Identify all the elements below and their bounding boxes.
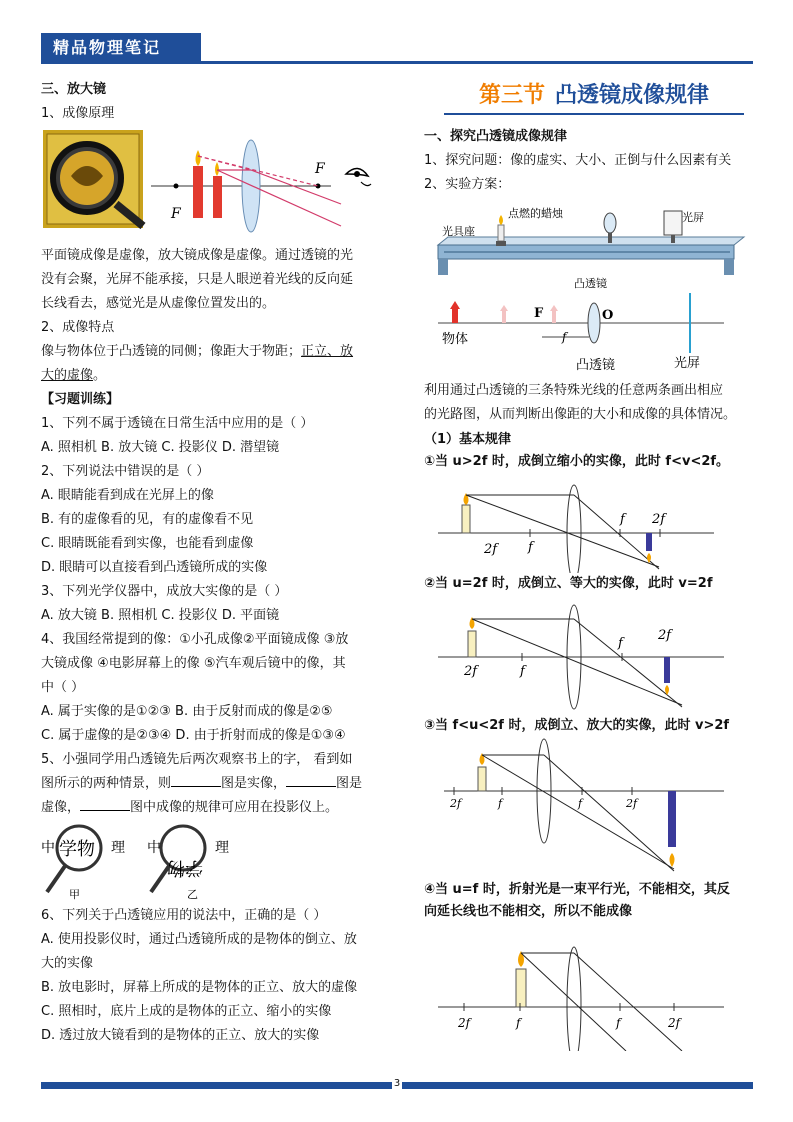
label-object: 物体 — [442, 332, 469, 347]
question-2: 2、下列说法中错误的是（ ） — [41, 464, 210, 479]
label-lens: 凸透镜 — [576, 358, 616, 373]
text: 。 — [93, 368, 107, 383]
paragraph-special-rays: 利用通过凸透镜的三条特殊光线的任意两条画出相应 — [424, 383, 724, 398]
question-6-option-a: A. 使用投影仪时，通过凸透镜所成的是物体的倒立、放 — [41, 932, 357, 947]
position-marker — [550, 305, 558, 311]
magnifier-principle-figure — [41, 126, 386, 234]
label-2f-left: 2f — [458, 1016, 471, 1030]
paragraph-line: 长线看去，感觉光是从虚像位置发出的。 — [41, 296, 276, 311]
question-2-option-d: D. 眼睛可以直接看到凸透镜所成的实像 — [41, 560, 268, 575]
focal-label-right: F — [315, 161, 325, 177]
subheading-features: 2、成像特点 — [41, 320, 115, 335]
subheading-principle: 1、成像原理 — [41, 106, 115, 121]
object-arrow — [450, 301, 460, 309]
label-f-left: f — [516, 1016, 521, 1030]
lens-icon — [567, 947, 581, 1051]
section-name: 凸透镜成像规律 — [555, 83, 710, 108]
text: 像与物体位于凸透镜的同侧；像距大于物距； — [41, 344, 302, 359]
text: 图中成像的规律可应用在投影仪上。 — [130, 800, 339, 815]
label-F: F — [534, 306, 544, 321]
rule-1: ①当 u>2f 时，成倒立缩小的实像，此时 f<v<2f。 — [424, 454, 730, 469]
question-3-options: A. 放大镜 B. 照相机 C. 投影仪 D. 平面镜 — [41, 608, 280, 623]
candle-icon — [516, 969, 526, 1007]
position-marker — [500, 305, 508, 311]
holder-icon — [496, 241, 506, 246]
step-question: 1、探究问题：像的虚实、大小、正倒与什么因素有关 — [424, 153, 732, 168]
label-2f-right: 2f — [658, 628, 672, 643]
question-1: 1、下列不属于透镜在日常生活中应用的是（ ） — [41, 416, 314, 431]
ray — [574, 953, 682, 1051]
heading-explore: 一、探究凸透镜成像规律 — [424, 129, 568, 144]
rule-3: ③当 f<u<2f 时，成倒立、放大的实像，此时 v>2f — [424, 718, 730, 733]
question-4-options-cd: C. 属于虚像的是②③④ D. 由于折射而成的像是①③④ — [41, 728, 346, 743]
label-f-left: f — [528, 540, 533, 555]
lens-icon — [588, 303, 600, 343]
lens-icon — [567, 485, 581, 573]
focal-label-left: F — [171, 206, 181, 222]
question-4: 中（ ） — [41, 680, 85, 695]
focal-point-dot — [174, 184, 179, 189]
candle-icon — [498, 225, 504, 241]
question-6-option-a: 大的实像 — [41, 956, 94, 971]
question-5 — [41, 772, 386, 796]
glyph-li: 理 — [111, 840, 125, 856]
question-6-option-d: D. 透过放大镜看到的是物体的正立、放大的实像 — [41, 1028, 320, 1043]
label-candle: 点燃的蜡烛 — [508, 207, 563, 220]
exercise-title: 【习题训练】 — [41, 392, 120, 407]
question-5: 5、小强同学用凸透镜先后两次观察书上的字， 看到如 — [41, 752, 353, 767]
question-1-options: A. 照相机 B. 放大镜 C. 投影仪 D. 潜望镜 — [41, 440, 280, 455]
image-icon — [664, 657, 670, 683]
label-screen: 光屏 — [682, 211, 704, 224]
question-5 — [41, 796, 386, 820]
ray — [521, 953, 626, 1051]
holder-icon — [608, 233, 612, 243]
answer-blank[interactable] — [171, 774, 221, 787]
axis-setup-figure — [424, 293, 764, 379]
underlined-text: 大的虚像 — [41, 368, 94, 383]
flame-icon — [670, 853, 675, 867]
underlined-text: 正立、放 — [301, 344, 354, 359]
bench-leg — [438, 259, 448, 275]
magnifier-comparison-figure — [41, 822, 386, 904]
holder-icon — [671, 235, 675, 243]
text: 图是 — [336, 776, 363, 791]
header-rule — [41, 61, 753, 64]
candle-icon — [462, 505, 470, 533]
ray — [544, 755, 674, 871]
question-4: 4、我国经常提到的像：①小孔成像②平面镜成像 ③放 — [41, 632, 349, 647]
label-f-right: f — [616, 1016, 621, 1030]
ray — [472, 619, 682, 705]
header-badge: 精品物理笔记 — [41, 33, 201, 63]
eye-icon — [354, 171, 360, 177]
figure-tag-yi: 乙 — [187, 888, 198, 901]
label-lens: 凸透镜 — [574, 277, 607, 290]
refracted-ray — [217, 170, 341, 226]
flame-icon — [215, 162, 219, 176]
section-number: 第三节 — [478, 83, 545, 108]
basic-rules-heading: （1）基本规律 — [424, 432, 512, 447]
label-f-right: f — [578, 797, 583, 810]
inverted-magnified-text: 学物 — [167, 857, 203, 878]
question-2-option-c: C. 眼睛既能看到实像，也能看到虚像 — [41, 536, 254, 551]
label-O: O — [602, 308, 614, 323]
label-screen: 光屏 — [674, 356, 701, 371]
magnifier-handle-icon — [151, 866, 169, 892]
label-f-right: f — [620, 512, 625, 527]
glyph-li: 理 — [215, 840, 229, 856]
answer-blank[interactable] — [80, 798, 130, 811]
question-2-option-a: A. 眼睛能看到成在光屏上的像 — [41, 488, 214, 503]
ray-diagram-case-3 — [424, 737, 764, 877]
question-6: 6、下列关于凸透镜应用的说法中，正确的是（ ） — [41, 908, 327, 923]
label-f-right: f — [618, 636, 623, 651]
paragraph-features — [41, 340, 386, 388]
label-bench: 光具座 — [442, 225, 475, 238]
label-2f-left: 2f — [484, 542, 498, 557]
label-f: f — [562, 330, 567, 344]
refracted-ray — [251, 170, 341, 204]
ray — [574, 495, 659, 569]
glyph-zhong: 中 — [147, 840, 161, 856]
question-4-options-ab: A. 属于实像的是①②③ B. 由于反射而成的像是②⑤ — [41, 704, 333, 719]
glyph-zhong: 中 — [41, 840, 55, 856]
position-marker — [552, 309, 556, 323]
flame-icon — [196, 150, 201, 166]
screen-icon — [664, 211, 682, 235]
answer-blank[interactable] — [286, 774, 336, 787]
candle-icon — [468, 631, 476, 657]
label-2f-left: 2f — [450, 797, 462, 810]
page-number: 3 — [393, 1078, 401, 1089]
eye-icon — [361, 182, 371, 186]
label-2f-right: 2f — [652, 512, 666, 527]
text: 图是实像， — [221, 776, 287, 791]
rule-2: ②当 u=2f 时，成倒立、等大的实像，此时 v=2f — [424, 576, 713, 591]
candle-icon — [478, 767, 486, 791]
label-2f-right: 2f — [668, 1016, 681, 1030]
candle-icon — [213, 176, 222, 218]
image-icon — [668, 791, 676, 847]
label-2f-left: 2f — [464, 664, 478, 679]
bench-top — [438, 237, 744, 245]
ray-diagram-case-2 — [424, 595, 764, 715]
ray-diagram-case-1 — [424, 473, 764, 573]
question-3: 3、下列光学仪器中，成放大实像的是（ ） — [41, 584, 288, 599]
figure-tag-jia: 甲 — [69, 888, 80, 901]
section-title-magnifier: 三、放大镜 — [41, 82, 107, 97]
label-f-left: f — [498, 797, 503, 810]
section-heading — [444, 78, 744, 115]
question-6-option-b: B. 放电影时，屏幕上所成的是物体的正立、放大的虚像 — [41, 980, 358, 995]
right-column — [424, 78, 764, 1051]
paragraph-virtual-image — [41, 244, 386, 316]
question-6-option-c: C. 照相时，底片上成的是物体的正立、缩小的实像 — [41, 1004, 332, 1019]
object-arrow — [452, 307, 458, 323]
paragraph-line: 没有会聚，光屏不能承接，只是人眼逆着光线的反向延 — [41, 272, 354, 287]
lens-icon — [604, 213, 616, 233]
image-icon — [646, 533, 652, 551]
label-f-left: f — [520, 664, 525, 679]
left-column — [41, 78, 386, 1048]
ray — [482, 755, 674, 869]
question-2-option-b: B. 有的虚像看的见，有的虚像看不见 — [41, 512, 254, 527]
rule-4: 向延长线也不能相交，所以不能成像 — [424, 904, 633, 919]
bench-leg — [724, 259, 734, 275]
text: 虚像， — [41, 800, 81, 815]
magnified-text: 学物 — [59, 839, 95, 860]
step-plan: 2、实验方案： — [424, 177, 511, 192]
flame-icon — [499, 215, 503, 225]
magnifier-handle-icon — [47, 866, 65, 892]
virtual-candle-icon — [193, 166, 203, 218]
position-marker — [502, 309, 506, 323]
rule-4: ④当 u=f 时，折射光是一束平行光，不能相交，其反 — [424, 882, 730, 897]
label-2f-right: 2f — [626, 797, 638, 810]
optical-bench-figure — [424, 197, 764, 293]
text: 图所示的两种情景，则 — [41, 776, 172, 791]
paragraph-special-rays: 的光路图，从而判断出像距的大小和成像的具体情况。 — [424, 407, 737, 422]
question-4: 大镜成像 ④电影屏幕上的像 ⑤汽车观后镜中的像，其 — [41, 656, 346, 671]
paragraph-line: 平面镜成像是虚像，放大镜成像是虚像。通过透镜的光 — [41, 248, 354, 263]
ray-diagram-case-4 — [424, 923, 764, 1051]
